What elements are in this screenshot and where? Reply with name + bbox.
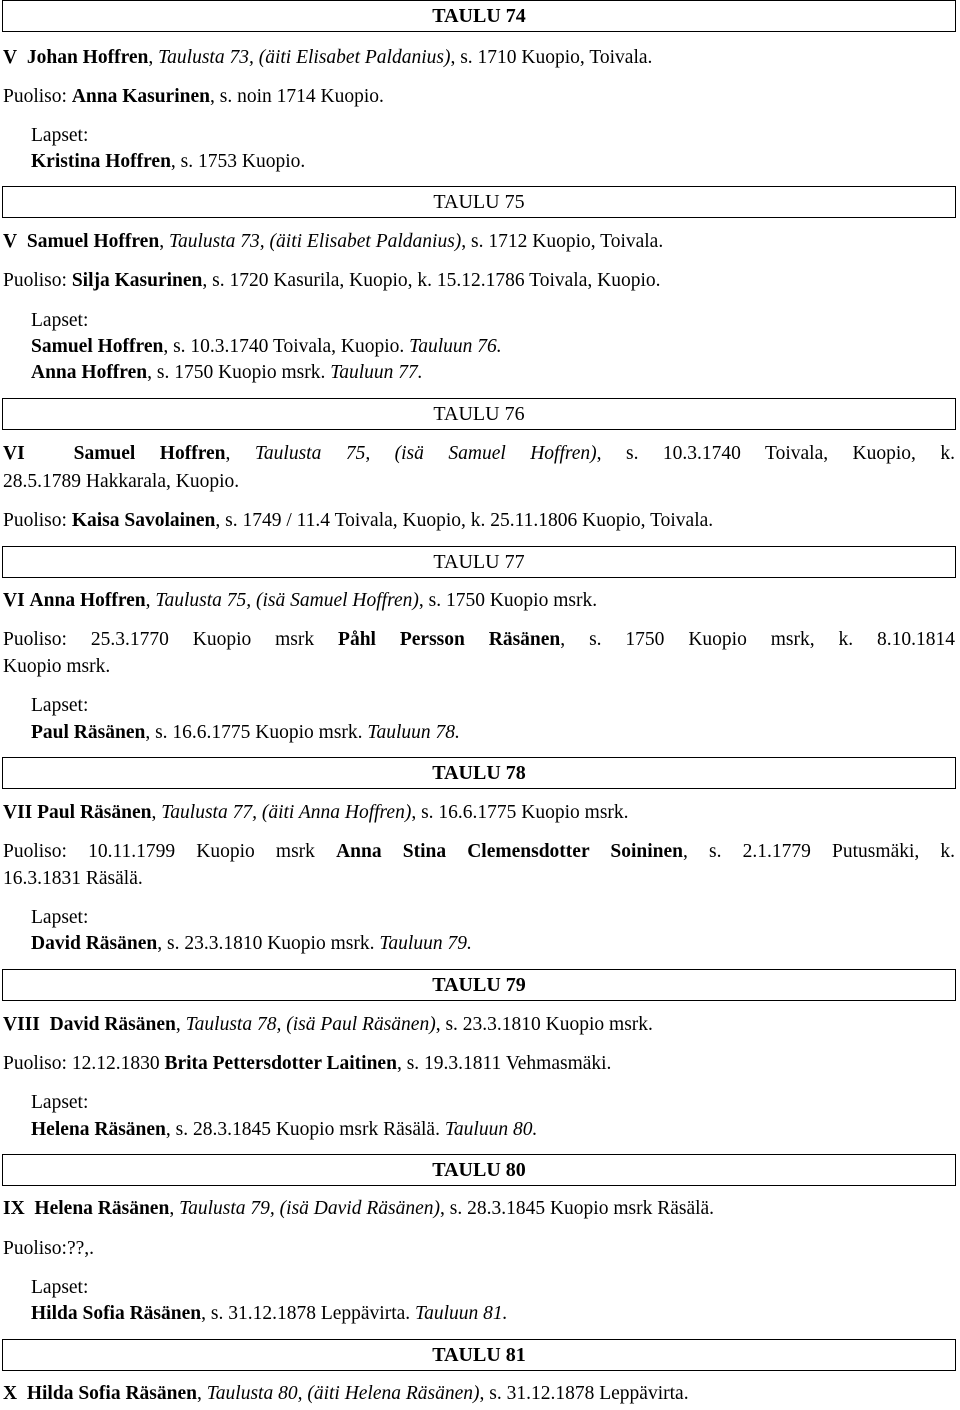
spouse-info: s. 1749 / 11.4 Toivala, Kuopio, k. 25.11.1806 Kuopio, Toivala. — [225, 510, 714, 531]
child-line: Helena Räsänen, s. 28.3.1845 Kuopio msrk Räsälä. Tauluun 80. — [31, 1119, 538, 1140]
spouse-label: Puoliso: — [3, 1053, 67, 1074]
child-ref: Tauluun 77. — [330, 362, 423, 383]
parent-ref: Taulusta 73, (äiti Elisabet Paldanius) — [158, 47, 451, 68]
child-name: Hilda Sofia Räsänen — [31, 1303, 202, 1324]
table-heading: TAULU 79 — [2, 969, 956, 1001]
child-ref: Tauluun 76. — [409, 336, 502, 357]
child-line: Anna Hoffren, s. 1750 Kuopio msrk. Tauluun 77. — [31, 362, 423, 383]
spouse-info: s. 19.3.1811 Vehmasmäki. — [406, 1053, 612, 1074]
subject-name: Johan Hoffren — [26, 47, 149, 68]
table-heading: TAULU 76 — [2, 398, 956, 430]
birth-info: s. 28.3.1845 Kuopio msrk Räsälä. — [449, 1198, 715, 1219]
spouse-line: Puoliso: Silja Kasurinen, s. 1720 Kasurila, Kuopio, k. 15.12.1786 Toivala, Kuopio. — [3, 270, 661, 291]
children-label: Lapset: — [31, 1092, 89, 1113]
spouse-info: s. 1720 Kasurila, Kuopio, k. 15.12.1786 Toivala, Kuopio. — [212, 270, 661, 291]
child-line: Samuel Hoffren, s. 10.3.1740 Toivala, Kuopio. Tauluun 76. — [31, 336, 502, 357]
child-info: s. 1753 Kuopio. — [180, 151, 306, 172]
generation-numeral: VI — [3, 443, 25, 464]
spouse-label: Puoliso: — [3, 86, 67, 107]
child-info: s. 28.3.1845 Kuopio msrk Räsälä. — [175, 1119, 440, 1140]
table-heading: TAULU 74 — [2, 0, 956, 32]
table-heading: TAULU 75 — [2, 186, 956, 218]
table-heading: TAULU 80 — [2, 1154, 956, 1186]
parent-ref: Taulusta 78, (isä Paul Räsänen) — [185, 1014, 436, 1035]
child-name: Samuel Hoffren — [31, 336, 164, 357]
child-name: Anna Hoffren — [31, 362, 148, 383]
spouse-label: Puoliso: — [3, 1238, 67, 1259]
generation-numeral: VI — [3, 590, 25, 611]
generation-numeral: VII — [3, 802, 33, 823]
child-ref: Tauluun 80. — [444, 1119, 538, 1140]
birth-info: s. 1750 Kuopio msrk. — [428, 590, 598, 611]
child-ref: Tauluun 81. — [415, 1303, 508, 1324]
birth-info-continued: 28.5.1789 Hakkarala, Kuopio. — [3, 471, 240, 492]
subject-line: VII Paul Räsänen, Taulusta 77, (äiti Anna Hoffren), s. 16.6.1775 Kuopio msrk. — [3, 802, 629, 823]
spouse-name: Silja Kasurinen — [71, 270, 203, 291]
children-label: Lapset: — [31, 695, 89, 716]
generation-numeral: VIII — [3, 1014, 40, 1035]
subject-line: VI Anna Hoffren, Taulusta 75, (isä Samuel Hoffren), s. 1750 Kuopio msrk. — [3, 590, 598, 611]
parent-ref: Taulusta 75, (isä Samuel Hoffren) — [254, 443, 597, 464]
birth-info: s. 1712 Kuopio, Toivala. — [471, 231, 664, 252]
child-name: David Räsänen — [31, 933, 158, 954]
generation-numeral: V — [3, 47, 18, 68]
subject-line: VI Samuel Hoffren, Taulusta 75, (isä Samuel Hoffren), s. 10.3.1740 Toivala, Kuopio, k. — [3, 443, 956, 464]
spouse-line: Puoliso: Anna Kasurinen, s. noin 1714 Kuopio. — [3, 86, 384, 107]
child-ref: Tauluun 78. — [367, 722, 460, 743]
parent-ref: Taulusta 77, (äiti Anna Hoffren) — [161, 802, 412, 823]
spouse-line: Puoliso: 25.3.1770 Kuopio msrk Påhl Persson Räsänen, s. 1750 Kuopio msrk, k. 8.10.1814 — [3, 629, 956, 650]
subject-name: Anna Hoffren — [29, 590, 146, 611]
child-info: s. 31.12.1878 Leppävirta. — [210, 1303, 411, 1324]
marriage-info: 10.11.1799 Kuopio msrk — [88, 841, 315, 862]
subject-name: David Räsänen — [49, 1014, 176, 1035]
subject-name: Helena Räsänen — [34, 1198, 170, 1219]
spouse-label: Puoliso: — [3, 270, 67, 291]
child-line: Kristina Hoffren, s. 1753 Kuopio. — [31, 151, 306, 172]
subject-name: Hilda Sofia Räsänen — [26, 1383, 197, 1404]
subject-line: IX Helena Räsänen, Taulusta 79, (isä David Räsänen), s. 28.3.1845 Kuopio msrk Räsälä. — [3, 1198, 715, 1219]
spouse-name: Kaisa Savolainen — [71, 510, 216, 531]
spouse-line: Puoliso: 12.12.1830 Brita Pettersdotter Laitinen, s. 19.3.1811 Vehmasmäki. — [3, 1053, 612, 1074]
spouse-info: s. noin 1714 Kuopio. — [219, 86, 384, 107]
birth-info: s. 31.12.1878 Leppävirta. — [489, 1383, 689, 1404]
spouse-name: Anna Kasurinen — [71, 86, 210, 107]
table-heading: TAULU 77 — [2, 546, 956, 578]
children-label: Lapset: — [31, 310, 89, 331]
spouse-line — [3, 1237, 94, 1261]
generation-numeral: V — [3, 231, 18, 252]
birth-info: s. 16.6.1775 Kuopio msrk. — [421, 802, 629, 823]
child-info: s. 16.6.1775 Kuopio msrk. — [155, 722, 363, 743]
subject-line: V Johan Hoffren, Taulusta 73, (äiti Elisabet Paldanius), s. 1710 Kuopio, Toivala. — [3, 47, 653, 68]
marriage-info: 12.12.1830 — [71, 1053, 160, 1074]
parent-ref: Taulusta 75, (isä Samuel Hoffren) — [155, 590, 419, 611]
table-heading: TAULU 81 — [2, 1339, 956, 1371]
subject-line: V Samuel Hoffren, Taulusta 73, (äiti Elisabet Paldanius), s. 1712 Kuopio, Toivala. — [3, 231, 664, 252]
parent-ref: Taulusta 80, (äiti Helena Räsänen) — [206, 1383, 480, 1404]
spouse-info: s. 1750 Kuopio msrk, k. 8.10.1814 — [589, 629, 956, 650]
spouse-label: Puoliso: — [3, 629, 67, 650]
child-line: Paul Räsänen, s. 16.6.1775 Kuopio msrk. Tauluun 78. — [31, 722, 460, 743]
generation-numeral: X — [3, 1383, 18, 1404]
spouse-label: Puoliso: — [3, 510, 67, 531]
spouse-line: Puoliso: Kaisa Savolainen, s. 1749 / 11.4 Toivala, Kuopio, k. 25.11.1806 Kuopio, Toivala. — [3, 510, 714, 531]
spouse-info: s. 2.1.1779 Putusmäki, k. — [709, 841, 956, 862]
table-heading: TAULU 78 — [2, 757, 956, 789]
child-line: Hilda Sofia Räsänen, s. 31.12.1878 Leppävirta. Tauluun 81. — [31, 1303, 508, 1324]
spouse-info-continued: 16.3.1831 Räsälä. — [3, 868, 143, 889]
birth-info: s. 1710 Kuopio, Toivala. — [460, 47, 653, 68]
marriage-info: 25.3.1770 Kuopio msrk — [90, 629, 315, 650]
child-info: s. 23.3.1810 Kuopio msrk. — [167, 933, 375, 954]
birth-info: s. 10.3.1740 Toivala, Kuopio, k. — [626, 443, 956, 464]
birth-info: s. 23.3.1810 Kuopio msrk. — [445, 1014, 653, 1035]
spouse-info-continued: Kuopio msrk. — [3, 656, 111, 677]
children-label: Lapset: — [31, 907, 89, 928]
subject-name: Samuel Hoffren — [26, 231, 160, 252]
parent-ref: Taulusta 79, (isä David Räsänen) — [179, 1198, 440, 1219]
generation-numeral: IX — [3, 1198, 25, 1219]
spouse-name: Brita Pettersdotter Laitinen — [164, 1053, 397, 1074]
spouse-line: Puoliso: 10.11.1799 Kuopio msrk Anna Stina Clemensdotter Soininen, s. 2.1.1779 Putusmäki, k. — [3, 841, 956, 862]
parent-ref: Taulusta 73, (äiti Elisabet Paldanius) — [168, 231, 462, 252]
child-ref: Tauluun 79. — [379, 933, 472, 954]
child-name: Helena Räsänen — [31, 1119, 166, 1140]
spouse-info: ??,. — [66, 1238, 94, 1259]
child-name: Kristina Hoffren — [31, 151, 171, 172]
subject-line: VIII David Räsänen, Taulusta 78, (isä Paul Räsänen), s. 23.3.1810 Kuopio msrk. — [3, 1014, 653, 1035]
spouse-name: Anna Stina Clemensdotter Soininen — [336, 841, 684, 862]
child-info: s. 10.3.1740 Toivala, Kuopio. — [173, 336, 405, 357]
subject-line: X Hilda Sofia Räsänen, Taulusta 80, (äiti Helena Räsänen), s. 31.12.1878 Leppävirta. — [3, 1383, 689, 1404]
children-label: Lapset: — [31, 125, 89, 146]
child-line: David Räsänen, s. 23.3.1810 Kuopio msrk. Tauluun 79. — [31, 933, 472, 954]
spouse-label: Puoliso: — [3, 841, 67, 862]
child-info: s. 1750 Kuopio msrk. — [156, 362, 326, 383]
subject-name: Paul Räsänen — [37, 802, 152, 823]
subject-name: Samuel Hoffren — [73, 443, 226, 464]
child-name: Paul Räsänen — [31, 722, 146, 743]
spouse-name: Påhl Persson Räsänen — [338, 629, 561, 650]
children-label: Lapset: — [31, 1277, 89, 1298]
